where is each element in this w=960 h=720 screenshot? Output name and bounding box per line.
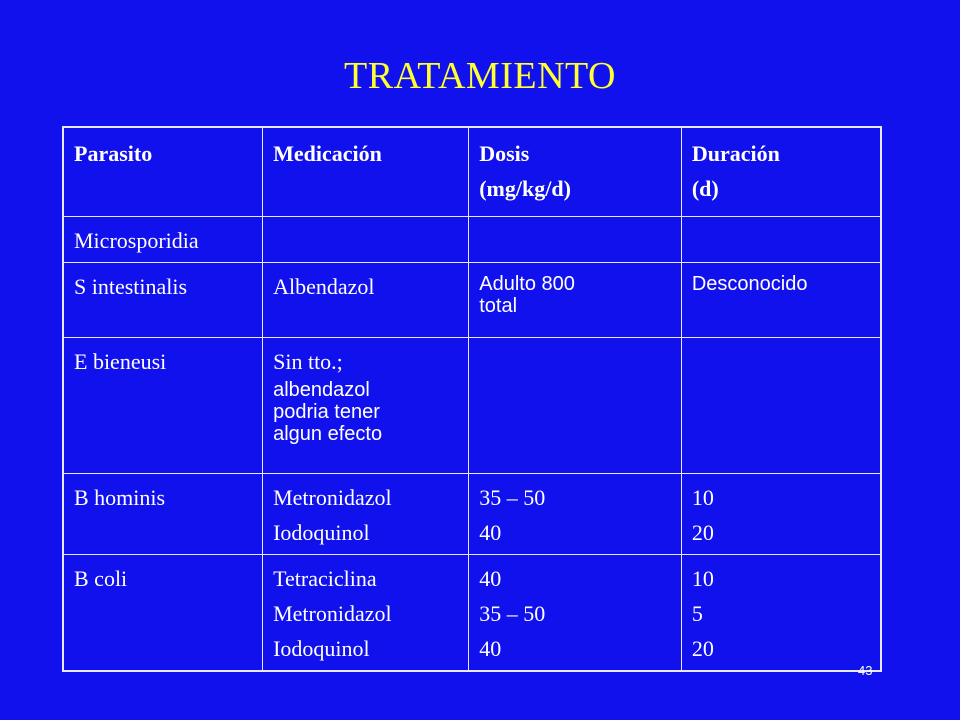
dose-value <box>479 269 673 317</box>
treatment-table <box>62 126 882 672</box>
parasite-name: B coli <box>74 566 128 591</box>
cell-duration <box>681 474 881 555</box>
duration-value: Desconocido <box>691 273 808 295</box>
table-row <box>63 474 881 555</box>
cell-medication <box>263 474 469 555</box>
duration-line: 10 <box>691 566 714 591</box>
medication-line: Tetraciclina <box>273 566 377 591</box>
cell-medication <box>263 555 469 672</box>
header-dosis-unit: (mg/kg/d) <box>479 176 571 201</box>
table-row <box>63 217 881 263</box>
parasite-name: Microsporidia <box>74 228 199 253</box>
parasite-name: E bieneusi <box>74 349 167 374</box>
duration-line: 20 <box>691 636 714 661</box>
cell-parasite <box>63 338 263 474</box>
parasite-name: B hominis <box>74 485 166 510</box>
table-row <box>63 338 881 474</box>
dose-line: Adulto 800 <box>479 273 575 295</box>
cell-medication <box>263 217 469 263</box>
table-row <box>63 263 881 338</box>
medication-line: Metronidazol <box>273 601 392 626</box>
cell-dose <box>469 263 682 338</box>
table-header-row <box>63 127 881 217</box>
cell-duration <box>681 263 881 338</box>
cell-dose <box>469 555 682 672</box>
cell-parasite <box>63 555 263 672</box>
cell-duration <box>681 338 881 474</box>
cell-dose <box>469 474 682 555</box>
dose-line: 35 – 50 <box>479 601 546 626</box>
medication-note <box>273 379 460 445</box>
header-parasito <box>63 127 263 217</box>
dose-line: total <box>479 295 518 317</box>
cell-parasite <box>63 263 263 338</box>
medication-line: Iodoquinol <box>273 520 370 545</box>
slide-title: TRATAMIENTO <box>344 55 616 97</box>
cell-parasite <box>63 474 263 555</box>
cell-duration <box>681 555 881 672</box>
header-duracion-label: Duración <box>691 141 780 166</box>
medication-line: algun efecto <box>273 423 383 445</box>
medication-line: Sin tto.; <box>273 349 343 374</box>
table-row <box>63 555 881 672</box>
parasite-name: S intestinalis <box>74 274 188 299</box>
duration-line: 20 <box>691 520 714 545</box>
header-parasito-label: Parasito <box>74 141 153 166</box>
header-medicacion-label: Medicación <box>273 141 382 166</box>
dose-line: 40 <box>479 520 502 545</box>
dose-line: 40 <box>479 566 502 591</box>
header-dosis <box>469 127 682 217</box>
medication-line: Iodoquinol <box>273 636 370 661</box>
cell-duration <box>681 217 881 263</box>
dose-line: 35 – 50 <box>479 485 546 510</box>
medication-line: albendazol <box>273 379 370 401</box>
dose-line: 40 <box>479 636 502 661</box>
cell-dose <box>469 217 682 263</box>
header-duracion <box>681 127 881 217</box>
medication-line: Metronidazol <box>273 485 392 510</box>
cell-medication <box>263 263 469 338</box>
cell-medication <box>263 338 469 474</box>
medication-name: Albendazol <box>273 274 375 299</box>
medication-line: podria tener <box>273 401 380 423</box>
duration-line: 5 <box>691 601 703 626</box>
cell-parasite <box>63 217 263 263</box>
header-duracion-unit: (d) <box>691 176 719 201</box>
header-dosis-label: Dosis <box>479 141 530 166</box>
header-medicacion <box>263 127 469 217</box>
cell-dose <box>469 338 682 474</box>
page-number: 43 <box>858 663 873 678</box>
duration-line: 10 <box>691 485 714 510</box>
